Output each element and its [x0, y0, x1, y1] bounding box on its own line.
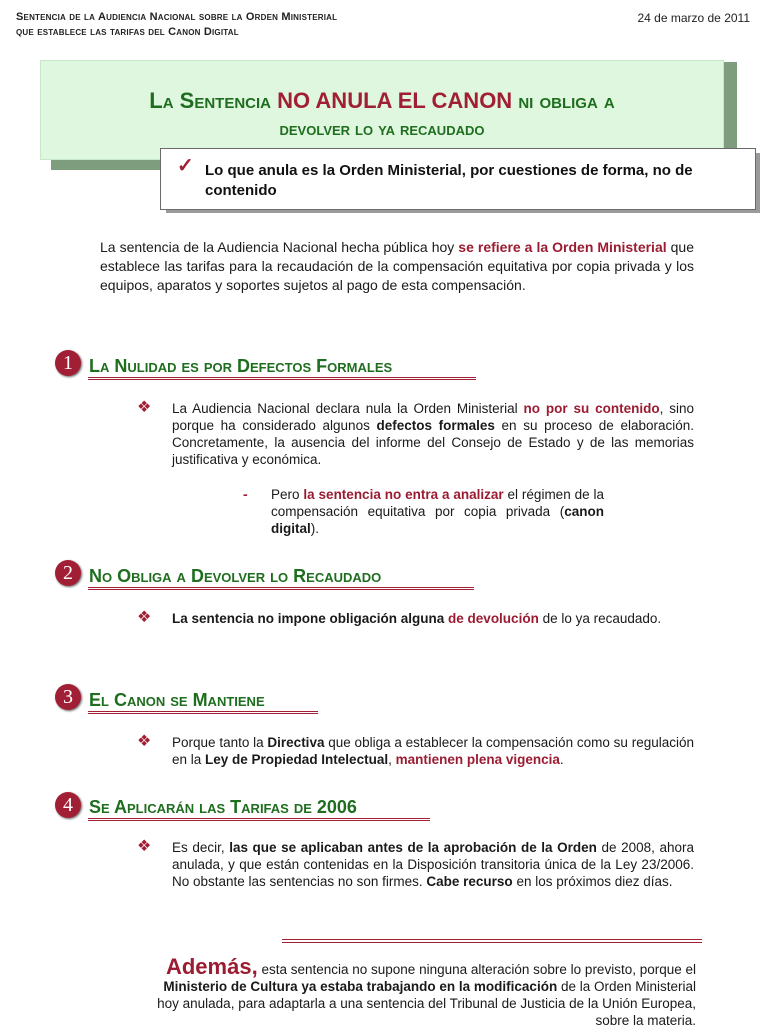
document-header-title: [16, 10, 337, 40]
section-2-title: No Obliga a Devolver lo Recaudado: [89, 566, 382, 586]
section-1-title: La Nulidad es por Defectos Formales: [89, 356, 393, 376]
section-1-text-a: La Audiencia Nacional declara nula la Orden Ministerial: [172, 401, 524, 416]
intro-text-2: que establece las tarifas para la recaudación de la compensación equitativa por copia privada y los equipos, aparatos y soportes sujetos al pago de esta compensación.: [100, 239, 695, 293]
diamond-bullet-icon: ❖: [137, 609, 152, 626]
headline-line1: [41, 88, 723, 114]
headline-line2: devolver lo ya recaudado: [279, 119, 485, 139]
header-title-line2: que establece las tarifas del Canon Digital: [16, 26, 239, 38]
section-4-underline: [88, 818, 430, 821]
subheadline-text: Lo que anula es la Orden Ministerial, por cuestiones de forma, no de contenido: [205, 162, 693, 199]
section-2-bold: La sentencia no impone obligación alguna: [172, 611, 445, 626]
section-1-bold: defectos formales: [376, 418, 495, 433]
section-1-sub-bold: canon digital: [271, 504, 604, 536]
section-3-highlight: mantienen plena vigencia: [395, 752, 560, 767]
section-3-text-c: ,: [388, 752, 396, 767]
section-3-number-badge: 3: [55, 684, 81, 710]
header-title-line1: Sentencia de la Audiencia Nacional sobre la Orden Ministerial: [16, 11, 338, 23]
section-1-underline: [88, 377, 476, 380]
section-1-sub-text-b: el régimen de la compensación equitativa por copia privada (: [271, 487, 604, 519]
closing-bold: Ministerio de Cultura ya estaba trabajando en la modificación: [163, 979, 558, 994]
section-4-text-c: en los próximos diez días.: [512, 874, 673, 889]
closing-text-a: esta sentencia no supone ninguna alteración sobre lo previsto, porque el: [257, 962, 696, 977]
section-2-underline: [88, 587, 474, 590]
intro-highlight: se refiere a la Orden Ministerial: [458, 239, 667, 255]
section-3-paragraph: [172, 734, 694, 768]
section-1-number-badge: 1: [55, 350, 81, 376]
section-4-text-a: Es decir,: [172, 840, 230, 855]
section-1-sub-text-a: Pero: [271, 487, 304, 502]
document-date: 24 de marzo de 2011: [637, 11, 750, 25]
headline-prefix: La Sentencia: [149, 88, 271, 113]
closing-paragraph: [140, 954, 696, 1029]
section-4-bold-a: las que se aplicaban antes de la aprobación de la Orden: [229, 840, 597, 855]
closing-emphasis: Además,: [165, 954, 258, 979]
section-4-number-badge: 4: [55, 792, 81, 818]
dash-bullet-icon: -: [243, 486, 248, 502]
section-1-sub-highlight: la sentencia no entra a analizar: [303, 487, 504, 502]
section-3-text-d: .: [559, 752, 564, 767]
headline-suffix: ni obliga a: [518, 88, 615, 113]
section-1-paragraph: [172, 400, 694, 468]
section-3-text-a: Porque tanto la: [172, 735, 268, 750]
headline-emphasis: NO ANULA EL CANON: [277, 88, 513, 113]
intro-paragraph: [100, 238, 694, 295]
section-1-sub-text-c: ).: [310, 521, 319, 536]
section-4-paragraph: [172, 839, 694, 890]
closing-divider: [282, 939, 702, 943]
section-3-title: El Canon se Mantiene: [89, 690, 265, 710]
section-2-number-badge: 2: [55, 560, 81, 586]
section-2-highlight: de devolución: [444, 611, 539, 626]
section-2-paragraph: [172, 610, 694, 627]
section-4-bold-b: Cabe recurso: [426, 874, 513, 889]
checkmark-icon: ✓: [177, 155, 194, 177]
headline-banner: [40, 60, 724, 160]
diamond-bullet-icon: ❖: [137, 399, 152, 416]
section-3-underline: [88, 711, 318, 714]
section-4-title: Se Aplicarán las Tarifas de 2006: [89, 797, 357, 817]
section-1-subparagraph: [271, 486, 604, 537]
subheadline-box: [160, 148, 756, 210]
diamond-bullet-icon: ❖: [137, 733, 152, 750]
section-1-highlight: no por su contenido: [523, 401, 660, 416]
intro-text-1: La sentencia de la Audiencia Nacional hecha pública hoy: [100, 239, 459, 255]
section-3-text-b: que obliga a establecer la compensación como su regulación en la: [172, 735, 694, 767]
closing-text-b: de la Orden Ministerial hoy anulada, para adaptarla a una sentencia del Tribunal de Justicia de la Unión Europea, sobre la materia.: [157, 979, 696, 1028]
section-3-bold-b: Ley de Propiedad Intelectual: [205, 752, 389, 767]
diamond-bullet-icon: ❖: [137, 838, 152, 855]
section-1-text-c: en su proceso de elaboración. Concretamente, la ausencia del informe del Consejo de Estado y de las memorias justificativa y económica.: [172, 418, 694, 467]
section-1-text-b: , sino porque ha considerado algunos: [172, 401, 694, 433]
section-3-bold-a: Directiva: [267, 735, 325, 750]
section-4-text-b: de 2008, ahora anulada, y que están contenidas en la Disposición transitoria única de la Ley 23/2006. No obstante las sentencias no son firmes.: [172, 840, 695, 889]
section-2-text-b: de lo ya recaudado.: [538, 611, 662, 626]
